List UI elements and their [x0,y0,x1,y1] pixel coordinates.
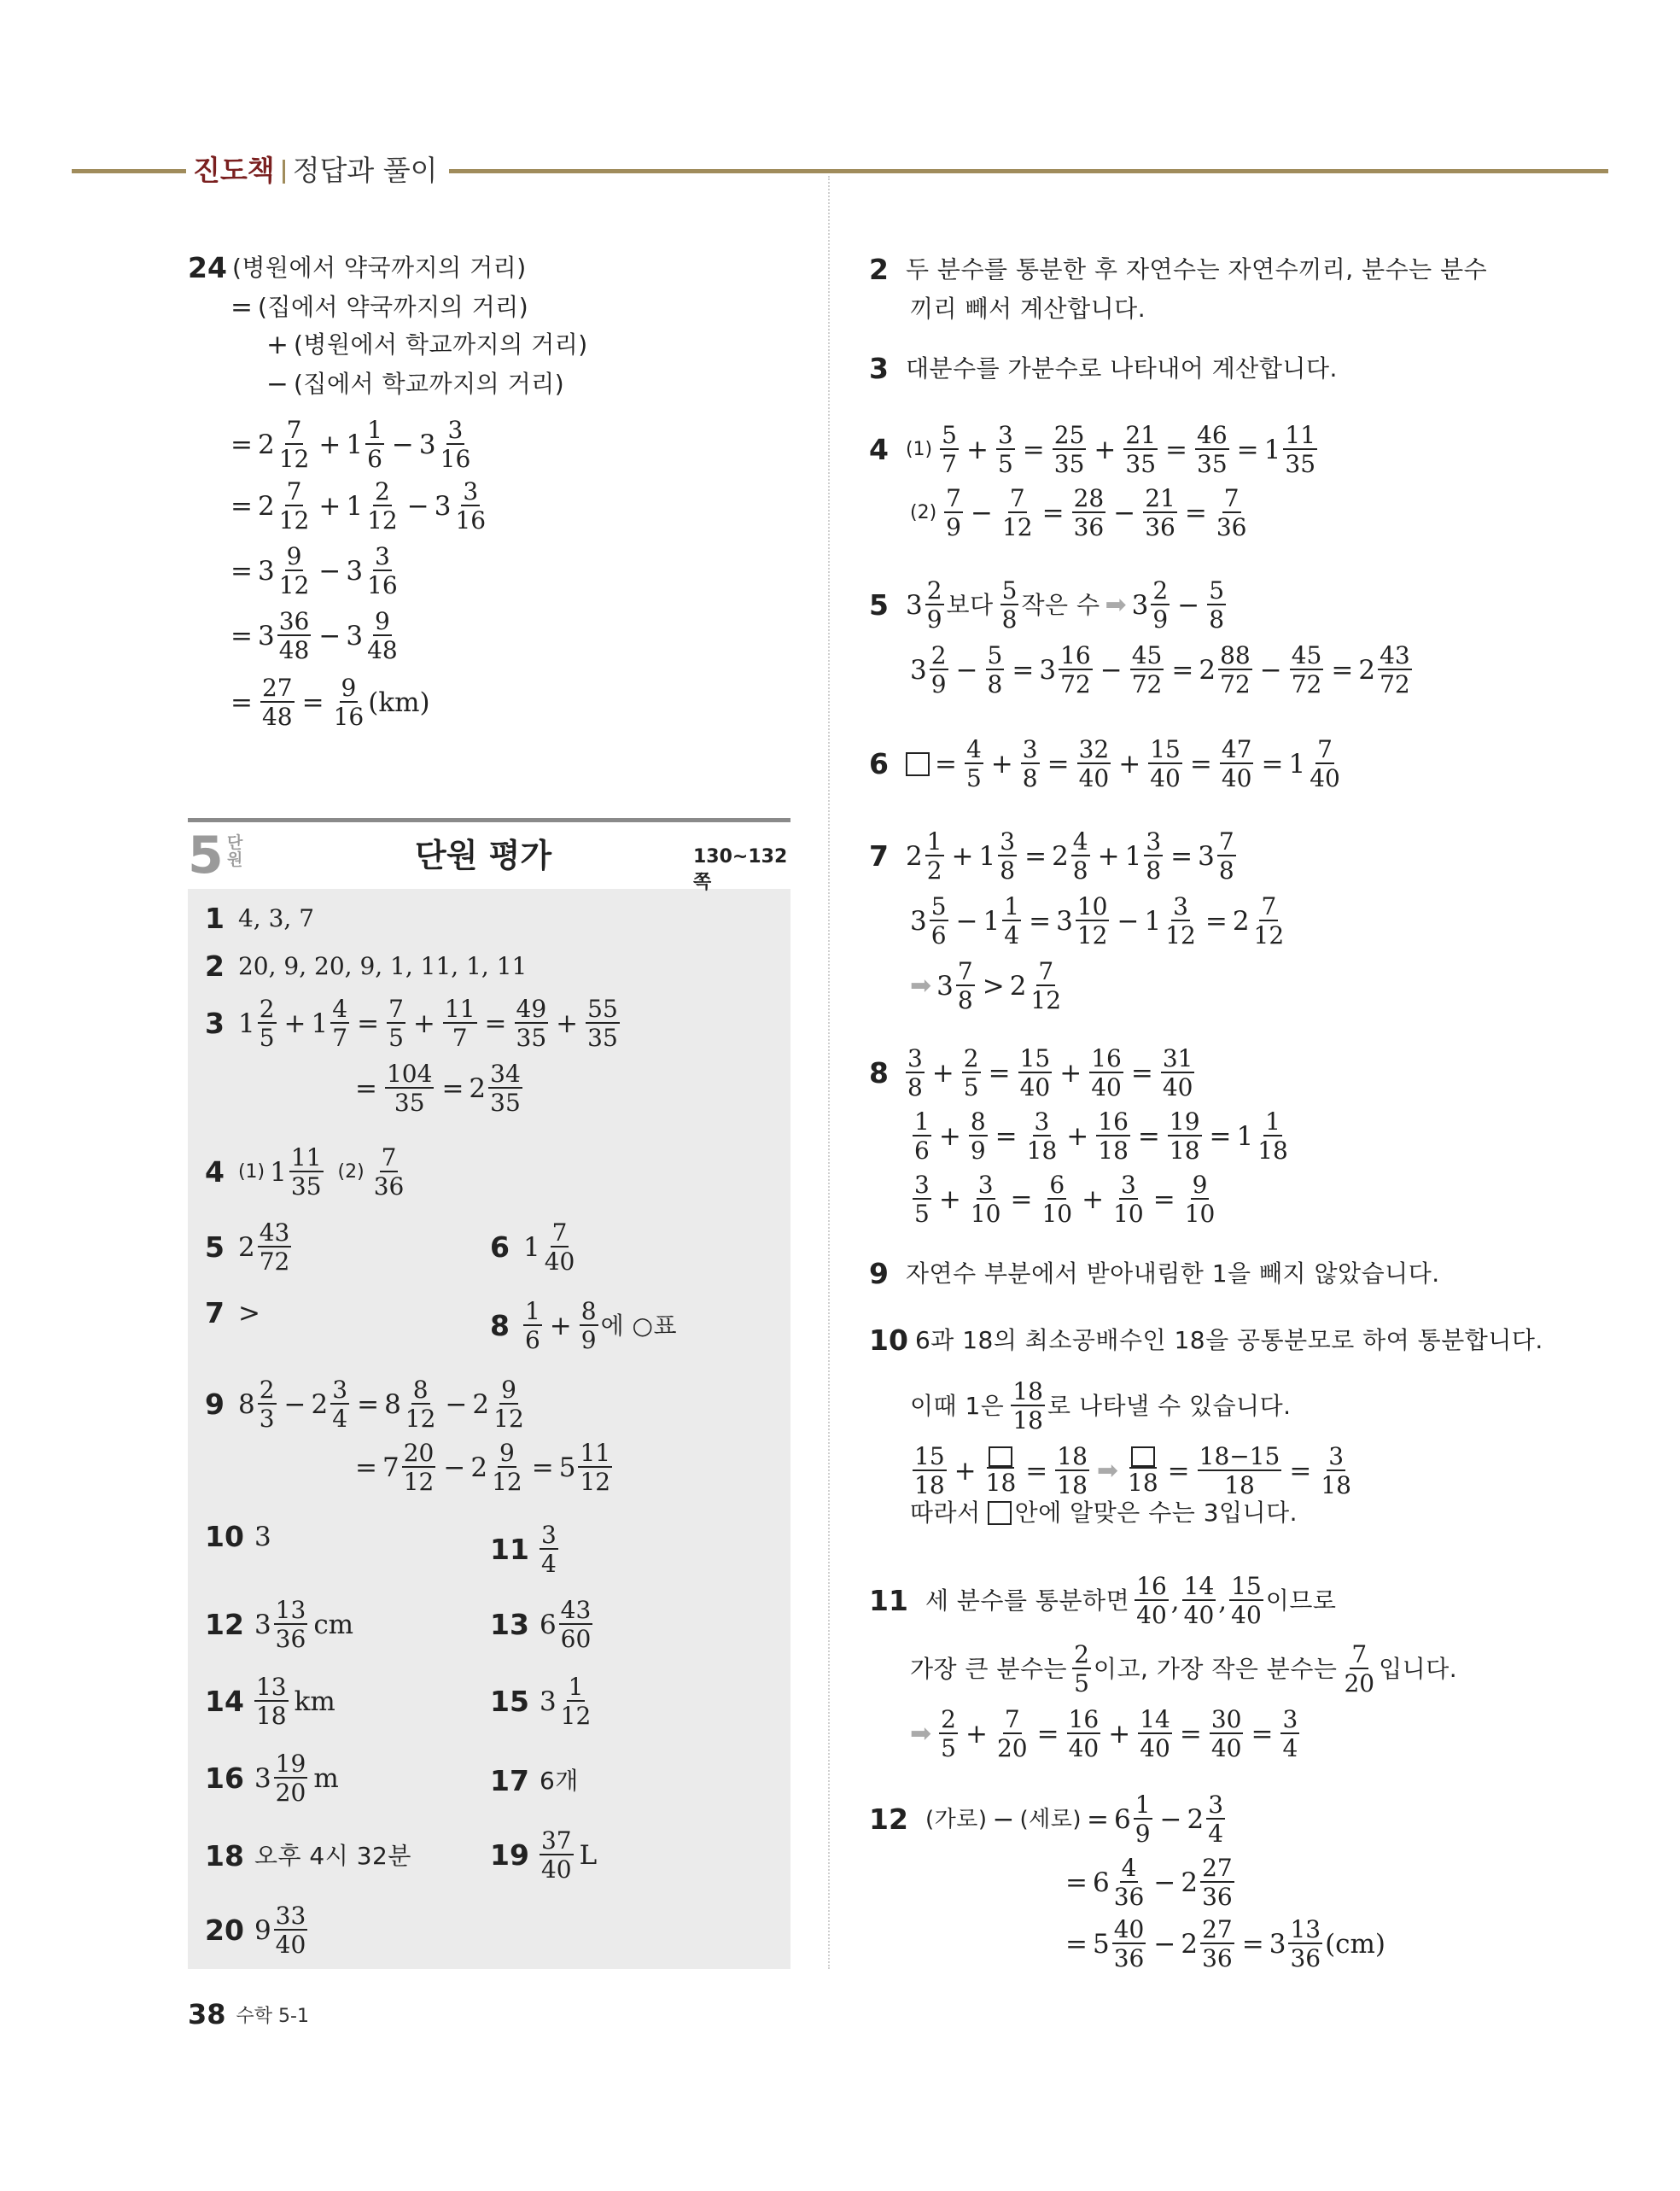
solution-5: 5 3 2 9 보다 5 8 작은 수 ➡ 3 2 9 − $\frac{5}{8}$ [869,576,1225,634]
answer-20: 20 9 33 40 [205,1902,306,1959]
solution-8-1: 8 3 8 + $\frac{2}{5}$ = $\frac{15}{40}$ + $\frac{16}{40}$ = $\frac{31}{40}$ [869,1044,1193,1101]
answer-7: 7 > [205,1296,260,1329]
answer-14: 14 13 18 km [205,1673,335,1730]
solution-8-2: 1 6 + $\frac{8}{9}$ = $\frac{3}{18}$ + $\frac{16}{18}$ = $\frac{19}{18}$ = 1 1 18 [914,1107,1288,1165]
section-name: 정답과 풀이 [292,154,438,187]
page-header [72,152,1608,191]
solution-6: 6 = $\frac{4}{5}$ + $\frac{3}{8}$ = $\frac{32}{40}$ + $\frac{15}{40}$ = $\frac{47}{40}$ = 1 7 40 [869,735,1340,792]
solution-8-3: 3 5 + $\frac{3}{10}$ = $\frac{6}{10}$ + $\frac{3}{10}$ = $\frac{9}{10}$ [914,1171,1216,1228]
solution-4-2: (2) 7 9 − $\frac{7}{12}$ = $\frac{28}{36}$ − $\frac{21}{36}$ = $\frac{7}{36}$ [910,484,1247,541]
answer-15: 15 3 1 12 [490,1673,592,1730]
blank-box [988,1501,1012,1525]
unit-label: 단원 [227,833,243,869]
solution-10-line2: 이때 1은 18 18 로 나타낼 수 있습니다. [910,1377,1292,1434]
solution-10-line3: 15 18 + 18 = $\frac{18}{18}$ ➡ 18 = $\frac{18-15}{18}$ = $\frac{3}{18}$ [914,1442,1351,1499]
page-number: 38 [188,1998,226,2030]
answer-4: 4 (1) 1 11 35 (2) 7 36 [205,1143,405,1201]
answer-8: 8 1 6 + $\frac{8}{9}$ 에 ○표 [490,1297,678,1354]
text-line: (집에서 학교까지의 거리) [293,370,565,398]
equation-line: = 2 7 12 + 1 1 6 − 3 3 16 [230,416,471,473]
solution-10: 10 6과 18의 최소공배수인 18을 공통분모로 하여 통분합니다. [869,1323,1543,1357]
page-range: 130~132쪽 [693,846,788,893]
blank-box [906,752,930,776]
solution-3: 3 대분수를 가분수로 나타내어 계산합니다. [869,352,1338,385]
answer-10: 10 3 [205,1520,271,1553]
unit-number: 5 [188,826,224,885]
solution-12-line3: = 5 40 36 − 2 $\frac{27}{36}$ = 3 13 36 (cm) [1065,1915,1386,1972]
unit-evaluation-title: 단원 평가 [415,837,552,874]
answer-2: 2 20, 9, 20, 9, 1, 11, 1, 11 [205,949,528,983]
answer-11: 11 3 4 [490,1521,557,1578]
solution-12: 12 (가로) − (세로) = 6 1 9 − 2 3 4 [869,1791,1224,1848]
answer-3: 3 1 2 5 + 1 $\frac{4}{7}$ = $\frac{7}{5}$ + $\frac{11}{7}$ = $\frac{49}{35}$ + $\frac{55}{35}$ [205,995,618,1052]
answer-3-cont: = $\frac{104}{35}$ = 2 34 35 [355,1060,521,1117]
text-line: (집에서 약국까지의 거리) [257,293,529,321]
page-footer [188,1998,309,2030]
answer-9: 9 8 2 3 − 2 $\frac{3}{4}$ = 8 8 12 − 2 9 12 [205,1376,524,1433]
equation-line: = 2 7 12 + 1 2 12 − 3 3 16 [230,477,487,535]
column-divider [828,176,830,1969]
solution-7-result: ➡ 3 7 8 > 2 7 12 [910,957,1062,1014]
unit-label: (km) [368,687,430,718]
solution-11-line2: 가장 큰 분수는 2 5 이고, 가장 작은 분수는 7 20 입니다. [910,1640,1458,1697]
equation-line: = $\frac{27}{48}$ = $\frac{9}{16}$ (km) [230,674,430,731]
equation-line: = 3 36 48 − 3 9 48 [230,607,398,664]
solution-9: 9 자연수 부분에서 받아내림한 1을 빼지 않았습니다. [869,1257,1440,1290]
book-name: 진도책 [193,154,275,187]
solution-2: 2 두 분수를 통분한 후 자연수는 자연수끼리, 분수는 분수 [869,253,1488,286]
answer-16: 16 3 19 20 m [205,1750,339,1807]
header-title [193,152,438,190]
unit-evaluation-box [188,818,790,1969]
solution-7: 7 2 1 2 + 1 $\frac{3}{8}$ = 2 4 8 + 1 $\frac{3}{8}$ = 3 7 8 [869,827,1234,885]
text-line: (병원에서 약국까지의 거리) [231,254,527,282]
problem-number: 24 [188,251,227,284]
answer-9-cont: = 7 20 12 − 2 $\frac{9}{12}$ = 5 11 12 [355,1439,611,1496]
solution-10-line4: 따라서 안에 알맞은 수는 3입니다. [910,1499,1298,1527]
answer-12: 12 3 13 36 cm [205,1596,354,1653]
header-rule-right [449,169,1608,173]
answer-18: 18 오후 4시 32분 [205,1839,411,1873]
arrow-icon: ➡ [910,970,932,1001]
book-title: 수학 5-1 [236,2005,309,2027]
arrow-icon: ➡ [1096,1455,1119,1486]
title-separator [283,160,285,184]
answer-13: 13 6 43 60 [490,1596,592,1653]
arrow-icon: ➡ [910,1718,932,1749]
solution-12-line2: = 6 4 36 − 2 27 36 [1065,1854,1233,1911]
header-rule-left [72,169,186,173]
answer-5: 5 2 43 72 [205,1218,290,1276]
equation-line: = 3 9 12 − 3 3 16 [230,542,398,599]
solution-5-cont: 3 2 9 − $\frac{5}{8}$ = 3 16 72 − $\frac{45}{72}$ = 2 88 72 − $\frac{45}{72}$ = 2 43 72 [910,641,1410,698]
answer-6: 6 1 7 40 [490,1218,575,1276]
solution-11: 11 세 분수를 통분하면 16 40 , 14 40 , 15 40 이므로 [869,1572,1337,1629]
answer-17: 17 6개 [490,1764,579,1797]
solution-4-1: 4 (1) 5 7 + $\frac{3}{5}$ = $\frac{25}{35}$ + $\frac{21}{35}$ = $\frac{46}{35}$ = 1 11 35 [869,421,1316,478]
solution-2-cont: 끼리 빼서 계산합니다. [910,295,1146,323]
solution-7-cont: 3 5 6 − 1 $\frac{1}{4}$ = 3 10 12 − 1 $\frac{3}{12}$ = 2 7 12 [910,892,1285,949]
answer-19: 19 37 40 L [490,1826,598,1884]
arrow-icon: ➡ [1105,589,1127,620]
text-line: (병원에서 학교까지의 거리) [293,330,588,359]
solution-11-line3: ➡ 2 5 + $\frac{7}{20}$ = $\frac{16}{40}$ + $\frac{14}{40}$ = $\frac{30}{40}$ = $\frac{3}{4}$ [910,1705,1298,1762]
unit-evaluation-header [188,822,790,893]
answer-1: 1 4, 3, 7 [205,902,315,935]
